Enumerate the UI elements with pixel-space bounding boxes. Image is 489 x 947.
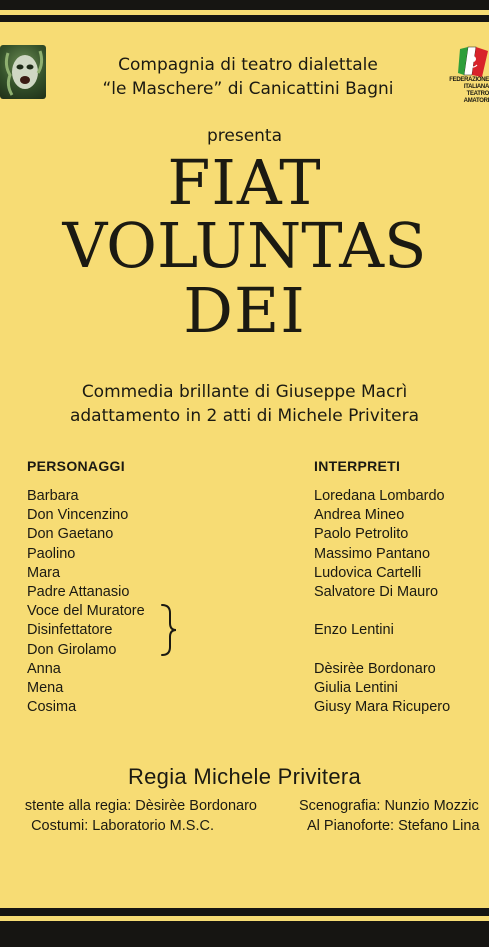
piano-credit: Al Pianoforte: Stefano Lina <box>307 818 480 834</box>
character-name: Don Vincenzino <box>27 507 129 524</box>
character-name: Mara <box>27 564 61 581</box>
adaptation-line: adattamento in 2 atti di Michele Privitera <box>69 406 420 426</box>
theatre-mask-logo-icon <box>0 45 46 99</box>
actor-name: Dèsirèe Bordonaro <box>314 660 436 677</box>
character-name: Don Girolamo <box>27 641 117 658</box>
costumes-credit: Costumi: Laboratorio M.S.C. <box>31 818 214 834</box>
assistant-director-credit: stente alla regia: Dèsirèe Bordonaro <box>24 798 257 814</box>
actor-name: Paolo Petrolito <box>314 526 409 543</box>
actor-name <box>314 602 450 621</box>
character-name: Don Gaetano <box>27 526 114 543</box>
actor-name: Ludovica Cartelli <box>314 564 422 581</box>
fita-federation-logo-icon <box>446 45 489 111</box>
top-border-thin <box>0 15 489 22</box>
presents-label: presenta <box>206 126 283 146</box>
character-name: Voce del Muratore <box>27 603 145 620</box>
actor-name: Massimo Pantano <box>314 545 431 562</box>
actor-name: Loredana Lombardo <box>314 488 445 504</box>
company-name-line-1: Compagnia di teatro dialettale <box>118 55 378 75</box>
play-title-line-3: DEI <box>183 274 306 347</box>
scenography-credit: Scenografia: Nunzio Mozzic <box>299 798 479 814</box>
character-name: Cosima <box>27 699 77 716</box>
character-name: Mena <box>27 679 64 696</box>
play-author-line: Commedia brillante di Giuseppe Macrì <box>81 382 408 402</box>
character-name: Paolino <box>27 545 76 562</box>
actor-name: Andrea Mineo <box>314 507 405 524</box>
actor-name: Enzo Lentini <box>314 622 394 639</box>
company-name-line-2: “le Maschere” di Canicattini Bagni <box>102 79 394 99</box>
actors-list <box>314 487 450 717</box>
characters-header: PERSONAGGI <box>27 458 125 474</box>
fita-logo-text: FEDERAZIONE ITALIANA TEATRO AMATORI <box>449 77 489 104</box>
play-title-line-2: VOLUNTAS <box>62 209 427 282</box>
top-border-thick <box>0 0 489 10</box>
grouping-brace-icon <box>158 603 178 657</box>
bottom-border-thin <box>0 908 489 916</box>
play-title-line-1: FIAT <box>167 146 322 219</box>
character-name: Padre Attanasio <box>27 583 130 600</box>
actor-name: Salvatore Di Mauro <box>314 583 439 600</box>
character-name: Barbara <box>27 488 79 504</box>
character-name: Anna <box>27 660 61 677</box>
characters-list <box>27 487 145 717</box>
actor-name: Giulia Lentini <box>314 679 398 696</box>
actors-header: INTERPRETI <box>314 458 401 474</box>
actor-name <box>314 641 450 660</box>
character-name: Disinfettatore <box>27 622 113 639</box>
bottom-border-thick <box>0 921 489 947</box>
director-credit: Regia Michele Privitera <box>127 764 362 789</box>
actor-name: Giusy Mara Ricupero <box>314 699 451 716</box>
